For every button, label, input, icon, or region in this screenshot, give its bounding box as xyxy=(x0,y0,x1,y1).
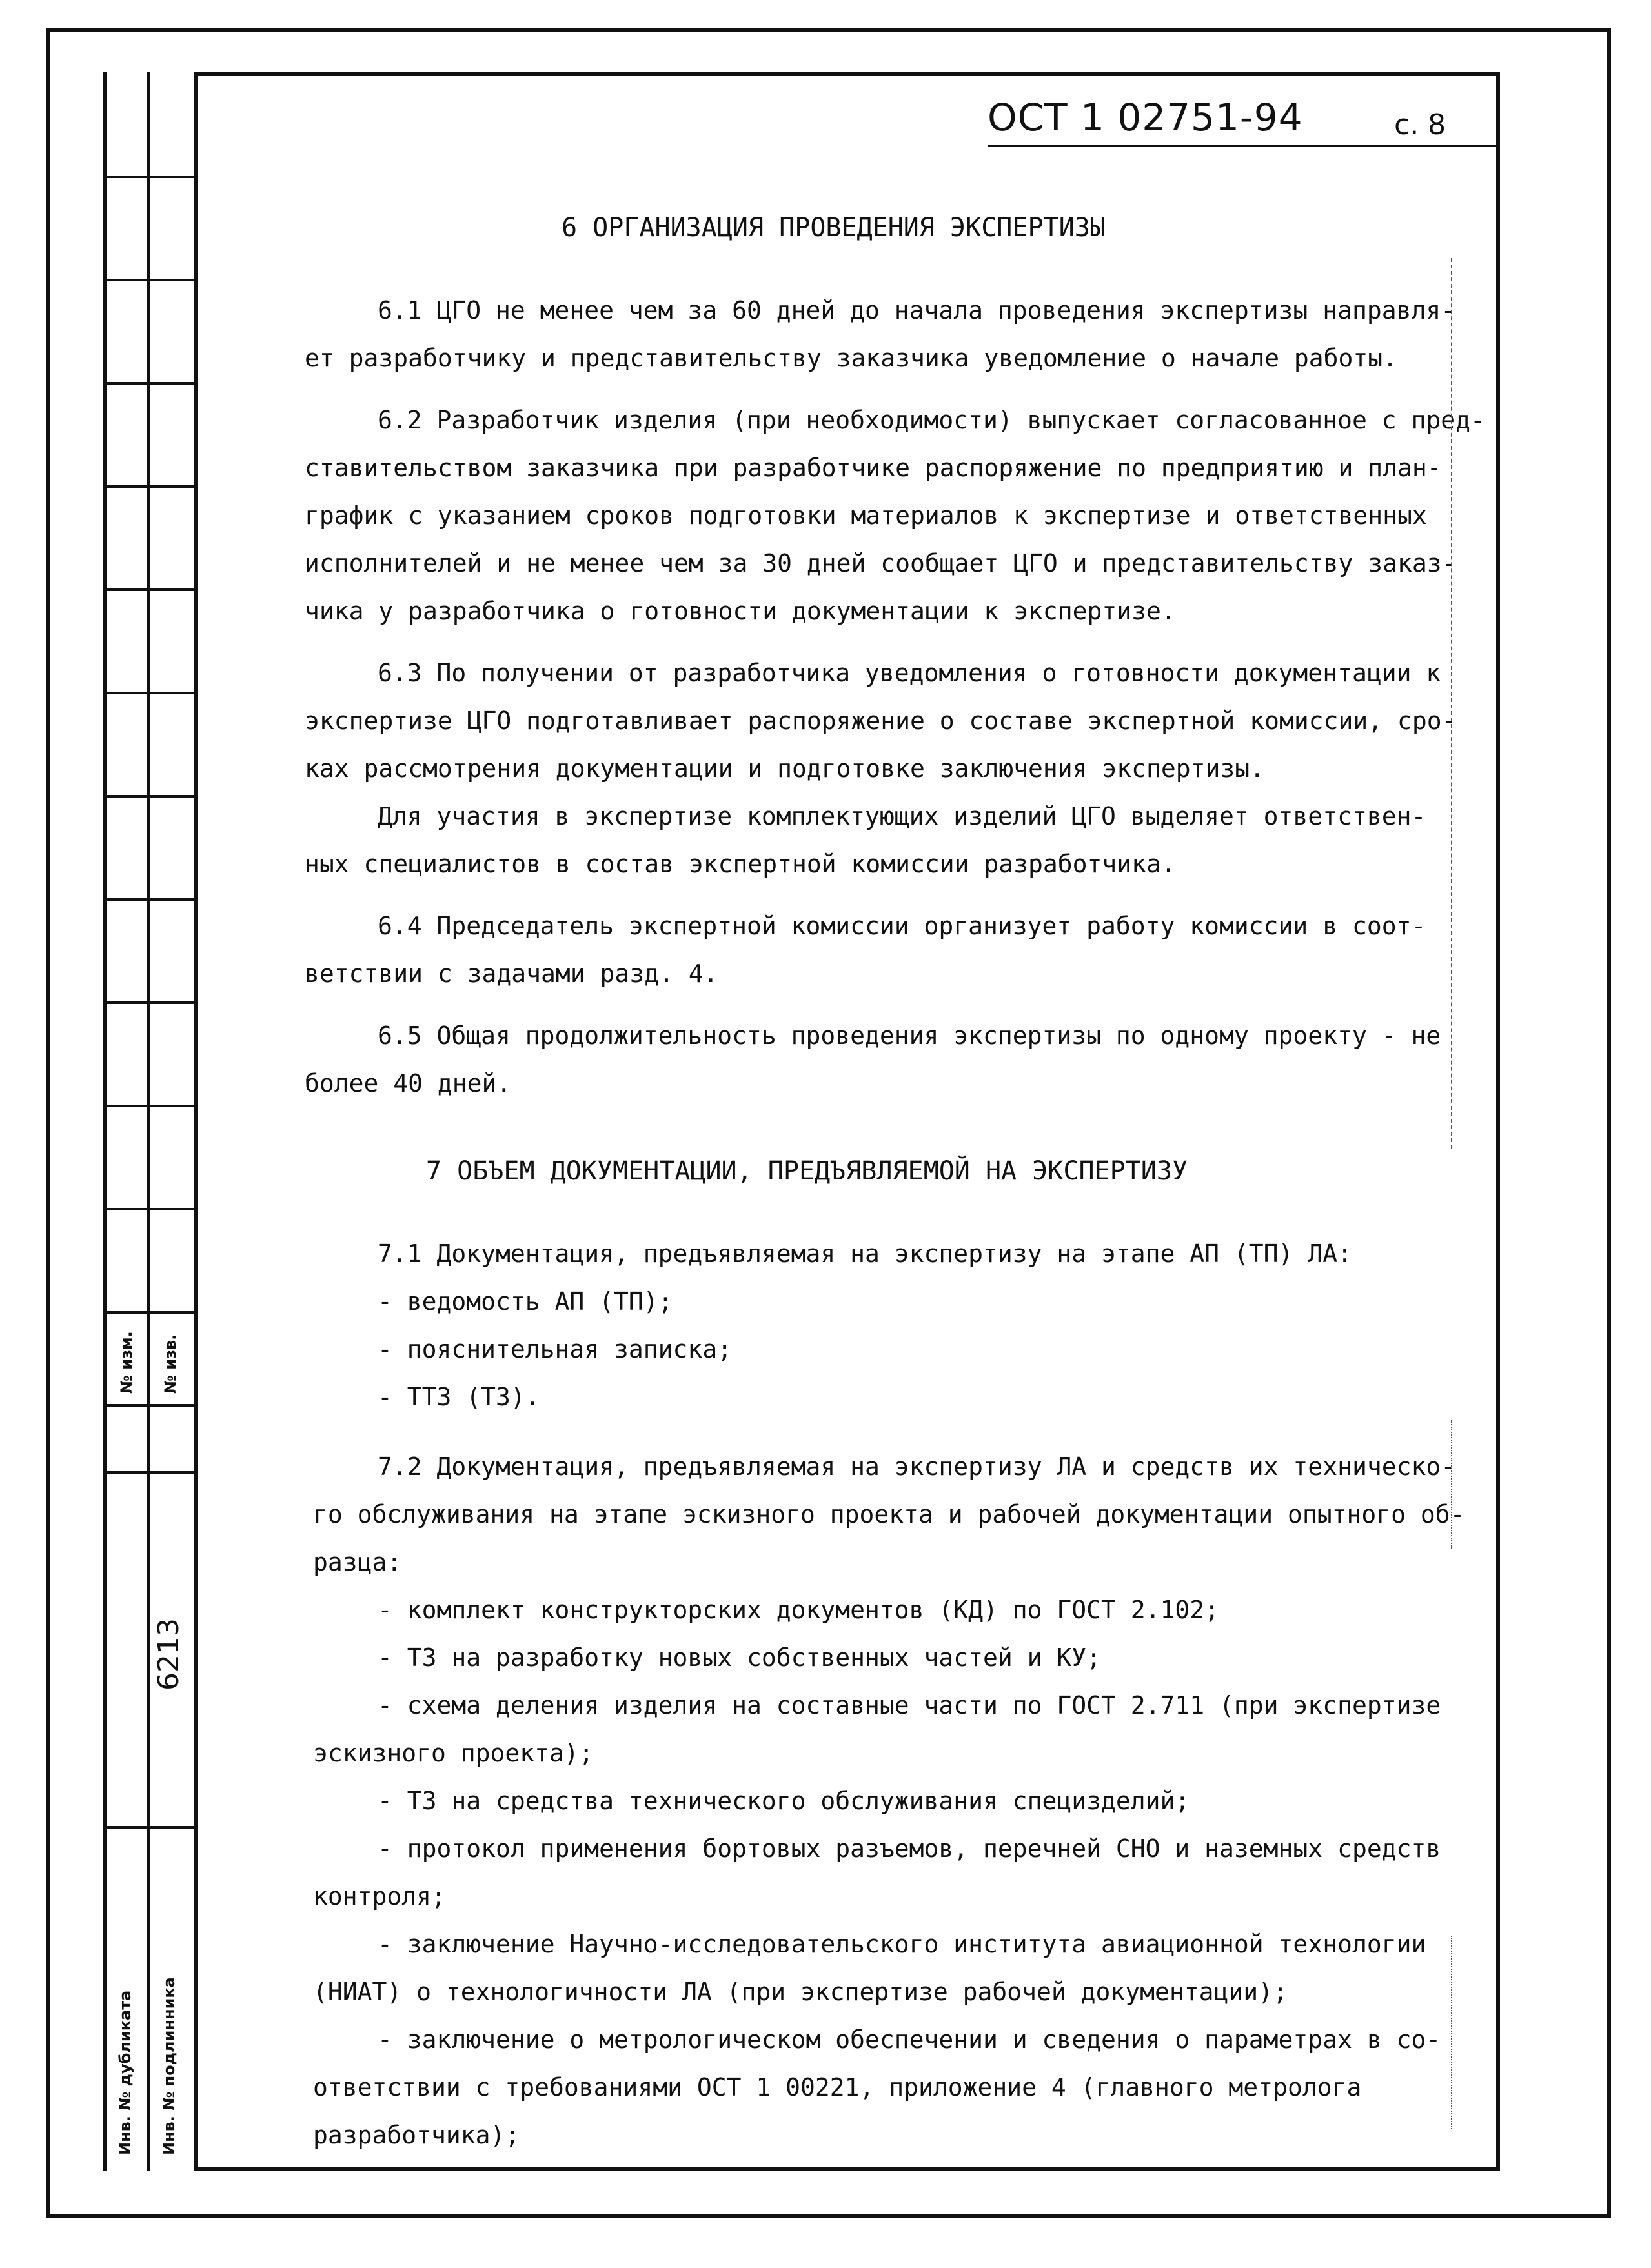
stamp-cell-line xyxy=(103,588,194,591)
stamp-cell-line xyxy=(103,898,194,901)
text-line: график с указанием сроков подготовки материалов к экспертизе и ответственных xyxy=(305,501,1427,530)
text-line: - комплект конструкторских документов (КД) по ГОСТ 2.102; xyxy=(378,1596,1220,1624)
document-code: ОСТ 1 02751-94 xyxy=(988,95,1303,139)
text-line: - заключение о метрологическом обеспечении и сведения о параметрах в со- xyxy=(378,2025,1441,2054)
text-line: го обслуживания на этапе эскизного проекта и рабочей документации опытного об- xyxy=(313,1500,1465,1529)
text-line: 6.4 Председатель экспертной комиссии организует работу комиссии в соот- xyxy=(378,912,1426,940)
original-inv-label: Инв. № подлинника xyxy=(160,1977,178,2155)
text-line: разработчика); xyxy=(313,2121,520,2149)
text-line: ставительством заказчика при разработчике распоряжение по предприятию и план- xyxy=(305,454,1442,482)
stamp-cell-line xyxy=(103,1826,194,1829)
text-line: ных специалистов в состав экспертной комиссии разработчика. xyxy=(305,850,1176,878)
text-line: 6.5 Общая продолжительность проведения экспертизы по одному проекту - не xyxy=(378,1021,1441,1050)
stamp-cell-line xyxy=(103,795,194,798)
page-header xyxy=(988,95,1497,147)
stamp-cell-line xyxy=(103,1404,194,1407)
stamp-cell-line xyxy=(103,1471,194,1474)
duplicate-inv-label: Инв. № дубликата xyxy=(116,1990,134,2155)
text-line: - заключение Научно-исследовательского института авиационной технологии xyxy=(378,1930,1426,1958)
stamp-column-divider xyxy=(147,72,150,2171)
text-line: - схема деления изделия на составные части по ГОСТ 2.711 (при экспертизе xyxy=(378,1691,1441,1720)
text-line: - ТТЗ (ТЗ). xyxy=(378,1383,540,1411)
text-line: - пояснительная записка; xyxy=(378,1335,733,1363)
text-line: более 40 дней. xyxy=(305,1069,512,1098)
original-inv-value: 6213 xyxy=(152,1618,185,1691)
page-number: с. 8 xyxy=(1394,108,1446,141)
stamp-cell-line xyxy=(103,279,194,281)
text-line: ет разработчику и представительству заказчика уведомление о начале работы. xyxy=(305,344,1397,372)
stamp-cell-line xyxy=(103,1105,194,1107)
stamp-cell-line xyxy=(103,176,194,178)
text-line: ветствии с задачами разд. 4. xyxy=(305,959,718,988)
text-line: - протокол применения бортовых разъемов, перечней СНО и наземных средств xyxy=(378,1834,1441,1863)
section-6-heading: 6 ОРГАНИЗАЦИЯ ПРОВЕДЕНИЯ ЭКСПЕРТИЗЫ xyxy=(562,213,1106,243)
text-line: 6.2 Разработчик изделия (при необходимости) выпускает согласованное с пред- xyxy=(378,406,1485,434)
text-line: 7.1 Документация, предъявляемая на экспертизу на этапе АП (ТП) ЛА: xyxy=(378,1239,1352,1268)
text-line: контроля; xyxy=(313,1882,446,1911)
scan-margin-mark xyxy=(1451,1420,1452,1549)
text-line: - ведомость АП (ТП); xyxy=(378,1287,673,1316)
scan-margin-mark xyxy=(1451,258,1452,1149)
rev-no-label: № изм. xyxy=(117,1331,136,1394)
text-line: 6.3 По получении от разработчика уведомления о готовности документации к xyxy=(378,659,1441,687)
text-line: Для участия в экспертизе комплектующих изделий ЦГО выделяет ответствен- xyxy=(378,802,1426,830)
notice-no-label: № изв. xyxy=(161,1334,179,1394)
scan-margin-mark xyxy=(1451,1936,1452,2129)
header-rule xyxy=(988,145,1497,147)
stamp-cell-line xyxy=(103,1311,194,1314)
section-7-heading: 7 ОБЪЕМ ДОКУМЕНТАЦИИ, ПРЕДЪЯВЛЯЕМОЙ НА ЭКСПЕРТИЗУ xyxy=(426,1156,1188,1186)
stamp-cell-line xyxy=(103,1001,194,1004)
stamp-cell-line xyxy=(103,485,194,488)
text-line: разца: xyxy=(313,1548,402,1576)
stamp-cell-line xyxy=(103,382,194,385)
text-line: экспертизе ЦГО подготавливает распоряжение о составе экспертной комиссии, сро- xyxy=(305,707,1457,735)
stamp-cell-line xyxy=(103,692,194,694)
text-line: - ТЗ на средства технического обслуживания специзделий; xyxy=(378,1787,1190,1815)
text-line: чика у разработчика о готовности документации к экспертизе. xyxy=(305,597,1176,625)
stamp-cell-line xyxy=(103,1208,194,1210)
text-line: эскизного проекта); xyxy=(313,1739,594,1767)
text-line: 6.1 ЦГО не менее чем за 60 дней до начала проведения экспертизы направля- xyxy=(378,296,1456,325)
text-line: (НИАТ) о технологичности ЛА (при экспертизе рабочей документации); xyxy=(313,1978,1288,2006)
text-line: ках рассмотрения документации и подготовке заключения экспертизы. xyxy=(305,754,1265,783)
text-line: 7.2 Документация, предъявляемая на экспертизу ЛА и средств их техническо- xyxy=(378,1452,1456,1481)
text-line: - ТЗ на разработку новых собственных частей и КУ; xyxy=(378,1643,1102,1672)
text-line: ответствии с требованиями ОСТ 1 00221, приложение 4 (главного метролога xyxy=(313,2073,1362,2102)
text-line: исполнителей и не менее чем за 30 дней сообщает ЦГО и представительству заказ- xyxy=(305,549,1457,577)
